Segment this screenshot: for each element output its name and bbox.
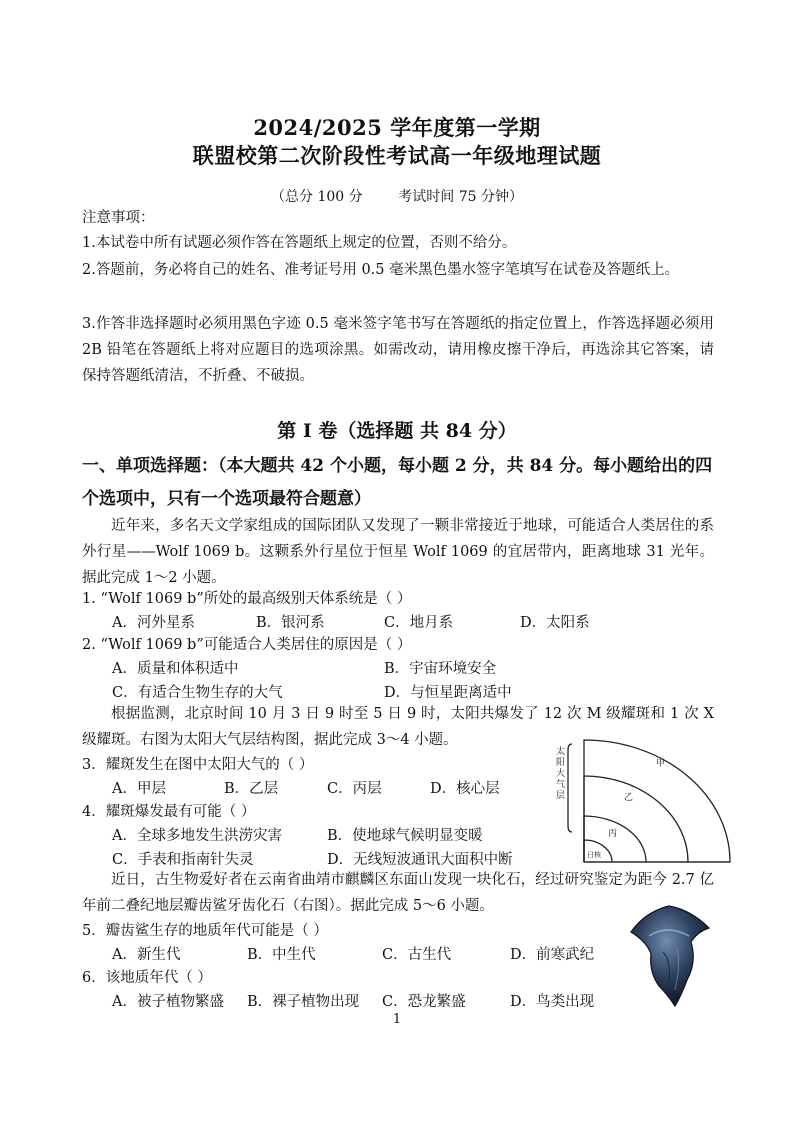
passage-2: 根据监测，北京时间 10 月 3 日 9 时至 5 日 9 时，太阳共爆发了 12 次 M 级耀斑和 1 次 X 级耀斑。右图为太阳大气层结构图，据此完成 3～4 小题。 xyxy=(82,706,714,748)
notes-item-1: 1.本试卷中所有试题必须作答在答题纸上规定的位置，否则不给分。 xyxy=(82,235,517,251)
question-5-option-c[interactable]: C．古生代 xyxy=(382,947,452,963)
question-2-option-c[interactable]: C．有适合生物生存的大气 xyxy=(112,685,283,701)
exam-title-line2: 联盟校第二次阶段性考试高一年级地理试题 xyxy=(192,143,602,168)
exam-title-line1: 2024/2025 学年度第一学期 xyxy=(253,115,541,140)
page-number: 1 xyxy=(392,1012,402,1027)
question-1-stem: 1. “Wolf 1069 b”所处的最高级别天体系统是（ ） xyxy=(82,591,412,607)
side-label: 太阳大气层 xyxy=(556,747,566,801)
question-4-option-c[interactable]: C．手表和指南针失灵 xyxy=(112,852,254,868)
question-1-option-d[interactable]: D．太阳系 xyxy=(520,615,590,631)
notes-heading: 注意事项： xyxy=(82,210,155,226)
section-title: 第 I 卷（选择题 共 84 分） xyxy=(277,420,517,442)
notes-item-2: 2.答题前，务必将自己的姓名、准考证号用 0.5 毫米黑色墨水签字笔填写在试卷及答题纸上。 xyxy=(82,262,680,278)
layer-a-label: 甲 xyxy=(656,759,666,769)
question-3-option-d[interactable]: D．核心层 xyxy=(430,781,500,797)
question-6-stem: 6．该地质年代（ ） xyxy=(82,970,212,986)
question-2-option-b[interactable]: B．宇宙环境安全 xyxy=(384,661,497,677)
question-1-option-b[interactable]: B．银河系 xyxy=(256,615,325,631)
question-4-stem: 4．耀斑爆发最有可能（ ） xyxy=(82,804,256,820)
core-label: 日核 xyxy=(587,851,601,859)
question-5-stem: 5．瓣齿鲨生存的地质年代可能是（ ） xyxy=(82,923,328,939)
question-4-option-d[interactable]: D．无线短波通讯大面积中断 xyxy=(327,852,513,868)
score-time-info: （总分 100 分 考试时间 75 分钟） xyxy=(271,189,523,205)
question-3-option-a[interactable]: A．甲层 xyxy=(112,781,166,797)
passage-1: 近年来，多名天文学家组成的国际团队又发现了一颗非常接近于地球，可能适合人类居住的系外行星——Wolf 1069 b。这颗系外行星位于恒星 Wolf 1069 的宜居带内，距离地球 31 光年。据此完成 1～2 小题。 xyxy=(82,518,714,586)
shark-tooth-fossil-image xyxy=(625,902,713,1010)
question-3-option-b[interactable]: B．乙层 xyxy=(224,781,279,797)
question-5-option-b[interactable]: B．中生代 xyxy=(247,947,316,963)
notes-item-3: 3.作答非选择题时必须用黑色字迹 0.5 毫米签字笔书写在答题纸的指定位置上，作答选择题必须用 2B 铅笔在答题纸上将对应题目的选项涂黑。如需改动，请用橡皮擦干净后，再选涂其它答案，请保持答题纸清洁，不折叠、不破损。 xyxy=(82,316,714,384)
layer-middle-arc xyxy=(584,776,688,862)
section-heading: 一、单项选择题：（本大题共 42 个小题，每小题 2 分，共 84 分。每小题给出的四个选项中，只有一个选项最符合题意） xyxy=(82,456,713,509)
question-3-stem: 3．耀斑发生在图中太阳大气的（ ） xyxy=(82,757,314,773)
side-bracket xyxy=(568,744,572,832)
question-6-option-d[interactable]: D．鸟类出现 xyxy=(510,994,595,1010)
question-6-option-b[interactable]: B．裸子植物出现 xyxy=(247,994,360,1010)
question-5-option-a[interactable]: A．新生代 xyxy=(112,947,181,963)
question-3-option-c[interactable]: C．丙层 xyxy=(327,781,382,797)
passage-3: 近日，古生物爱好者在云南省曲靖市麒麟区东面山发现一块化石，经过研究鉴定为距今 2.7 亿年前二叠纪地层瓣齿鲨牙齿化石（右图）。据此完成 5～6 小题。 xyxy=(82,872,714,914)
question-2-stem: 2. “Wolf 1069 b”可能适合人类居住的原因是（ ） xyxy=(82,637,412,653)
question-5-option-d[interactable]: D．前寒武纪 xyxy=(510,947,595,963)
layer-c-label: 丙 xyxy=(608,829,618,839)
question-1-option-c[interactable]: C．地月系 xyxy=(384,615,454,631)
question-4-option-a[interactable]: A．全球多地发生洪涝灾害 xyxy=(112,828,282,844)
question-1-option-a[interactable]: A．河外星系 xyxy=(112,615,195,631)
solar-atmosphere-figure xyxy=(552,736,732,866)
question-4-option-b[interactable]: B．使地球气候明显变暖 xyxy=(327,828,483,844)
question-2-option-d[interactable]: D．与恒星距离适中 xyxy=(384,685,512,701)
question-6-option-c[interactable]: C．恐龙繁盛 xyxy=(382,994,466,1010)
question-2-option-a[interactable]: A．质量和体积适中 xyxy=(112,661,239,677)
layer-b-label: 乙 xyxy=(624,793,634,803)
question-6-option-a[interactable]: A．被子植物繁盛 xyxy=(112,994,224,1010)
